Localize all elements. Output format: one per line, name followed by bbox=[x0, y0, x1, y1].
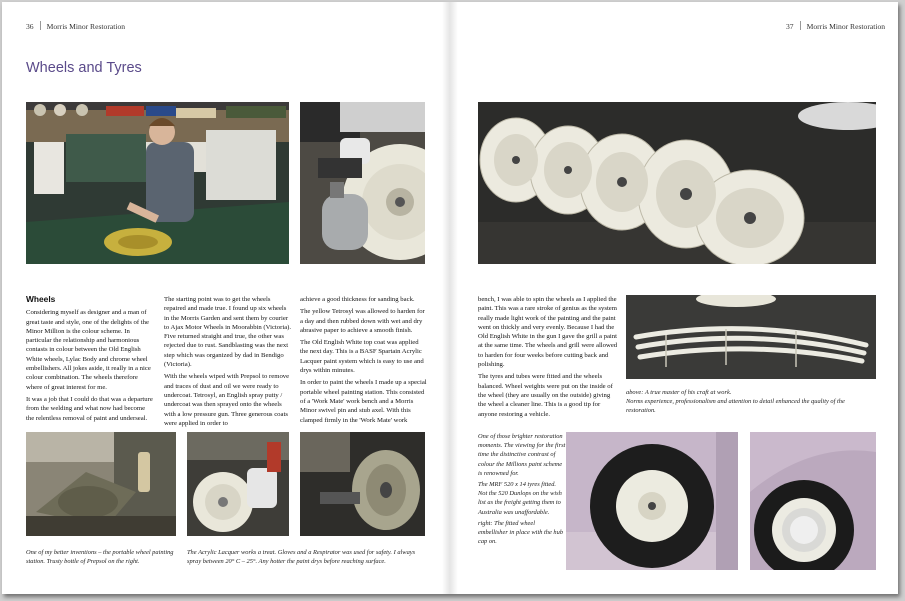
right-page-number: 37 bbox=[786, 22, 794, 31]
text-column-1 bbox=[26, 295, 154, 426]
paragraph: With the wheels wiped with Prepsol to remove and traces of dust and oil we were ready to undercoat. Tetrosyl, an English spray putty / undercoat was then sprayed onto the wheels with a low pressure gun. Three generous coats were applied in order to bbox=[164, 373, 290, 427]
caption-grill bbox=[626, 388, 876, 418]
right-running-header bbox=[786, 21, 885, 31]
text-column-3 bbox=[300, 295, 428, 428]
right-running-title: Morris Minor Restoration bbox=[806, 22, 886, 31]
paragraph: In order to paint the wheels I made up a special portable wheel painting station. This consisted of a 'Work Mate' work bench and a Morris Minor swivel pin and stub axel. With this clamped firmly in the 'Work Mate' work bbox=[300, 379, 427, 424]
caption-side-para-3: right: The fitted wheel embellisher in place with the hub cap on. bbox=[478, 519, 564, 546]
paragraph: bench, I was able to spin the wheels as I applied the paint. This was a rare stroke of genius as the system really made light work of the painting and the paint went on thickly and very evenly. Because I had the Old English White in the gun I gave the grill a paint at the same time. The wheels and grill were allowed to harden for four weeks before cutting back and polishing. bbox=[478, 296, 618, 369]
paragraph: It was a job that I could do that was a departure from the welding and what now had become the relentless removal of paint and underseal. bbox=[26, 395, 153, 422]
left-page bbox=[2, 2, 450, 594]
caption-acrylic-lacquer: The Acrylic Lacquer works a treat. Gloves and a Respirator was used for safety. I always spray between 20° C – 25°. Any hotter the paint drys before reaching surface. bbox=[187, 549, 416, 566]
photo-spray-gun bbox=[300, 102, 425, 264]
text-column-right bbox=[478, 295, 618, 422]
caption-side-para-1: One of those brighter restoration moments. The viewing for the first time the distinctive contrast of colour the Millions paint scheme is renowned for. bbox=[478, 433, 566, 477]
photo-wheel-on-axle bbox=[300, 432, 425, 536]
paragraph: The starting point was to get the wheels repaired and made true. I found up six wheels in the Morris Garden and sent them by courier to Ajax Motor Wheels in Moorabbin (Victoria). Five returned straight and true, the other was rejected due to rust. Sandblasting was the next step which was organized by dad in Bendigo (Victoria). bbox=[164, 296, 292, 369]
caption-painting-station: One of my better inventions – the portable wheel painting station. Trusty bottle of Prepsol on the right. bbox=[26, 549, 174, 566]
photo-painted-wheels-row bbox=[478, 102, 876, 264]
book-spread bbox=[2, 2, 898, 594]
photo-wheel-embellisher bbox=[750, 432, 876, 570]
photo-painting-station bbox=[26, 432, 176, 536]
photo-garage-painting bbox=[26, 102, 289, 264]
paragraph: Considering myself as designer and a man of great taste and style, one of the delights of the Minor Million is the colour scheme. In particular the relationship and harmonious contasts in colour between the Old English White wheels, Lylac Body and chrome wheel embellishers. All jokes aside, it really in a nice colour combination. The wheels therefore where of great interest for me. bbox=[26, 309, 151, 391]
photo-acrylic-lacquer bbox=[187, 432, 289, 536]
paragraph: The tyres and tubes were fitted and the wheels balanced. Wheel weights were put on the inside of the wheel (they are usually on the outside) giving the wheel a cleaner line. This is a good tip for anyone restoring a vehicle. bbox=[478, 373, 613, 418]
caption-grill-line-1: above: A true master of his craft at work. bbox=[626, 389, 732, 396]
caption-grill-line-2: Norms experience, professionalism and attention to detail enhanced the quality of the restoration. bbox=[626, 398, 845, 415]
paragraph: achieve a good thickness for sanding back. bbox=[300, 296, 415, 303]
text-column-2 bbox=[164, 295, 292, 431]
section-heading-wheels: Wheels bbox=[26, 294, 56, 304]
paragraph: The Old English White top coat was applied the next day. This is a BASF Spartain Acrylic Lacquer paint system which is easy to use and drys within minutes. bbox=[300, 339, 424, 375]
paragraph: The yellow Tetrosyl was allowed to harden for a day and then rubbed down with wet and dry abrasive paper to achieve a smooth finish. bbox=[300, 308, 425, 334]
left-running-title: Morris Minor Restoration bbox=[46, 22, 126, 31]
left-page-number: 36 bbox=[26, 22, 34, 31]
photo-painted-grill bbox=[626, 295, 876, 379]
left-running-header bbox=[26, 21, 125, 31]
caption-side-para-2: The MRF 520 x 14 tyres fitted. Not the 520 Dunlops on the wish list as the freight getting them to Australia was unaffordable. bbox=[478, 481, 562, 516]
right-page bbox=[450, 2, 898, 594]
page-title: Wheels and Tyres bbox=[26, 60, 142, 76]
caption-side bbox=[478, 432, 566, 548]
photo-fitted-tyre bbox=[566, 432, 738, 570]
